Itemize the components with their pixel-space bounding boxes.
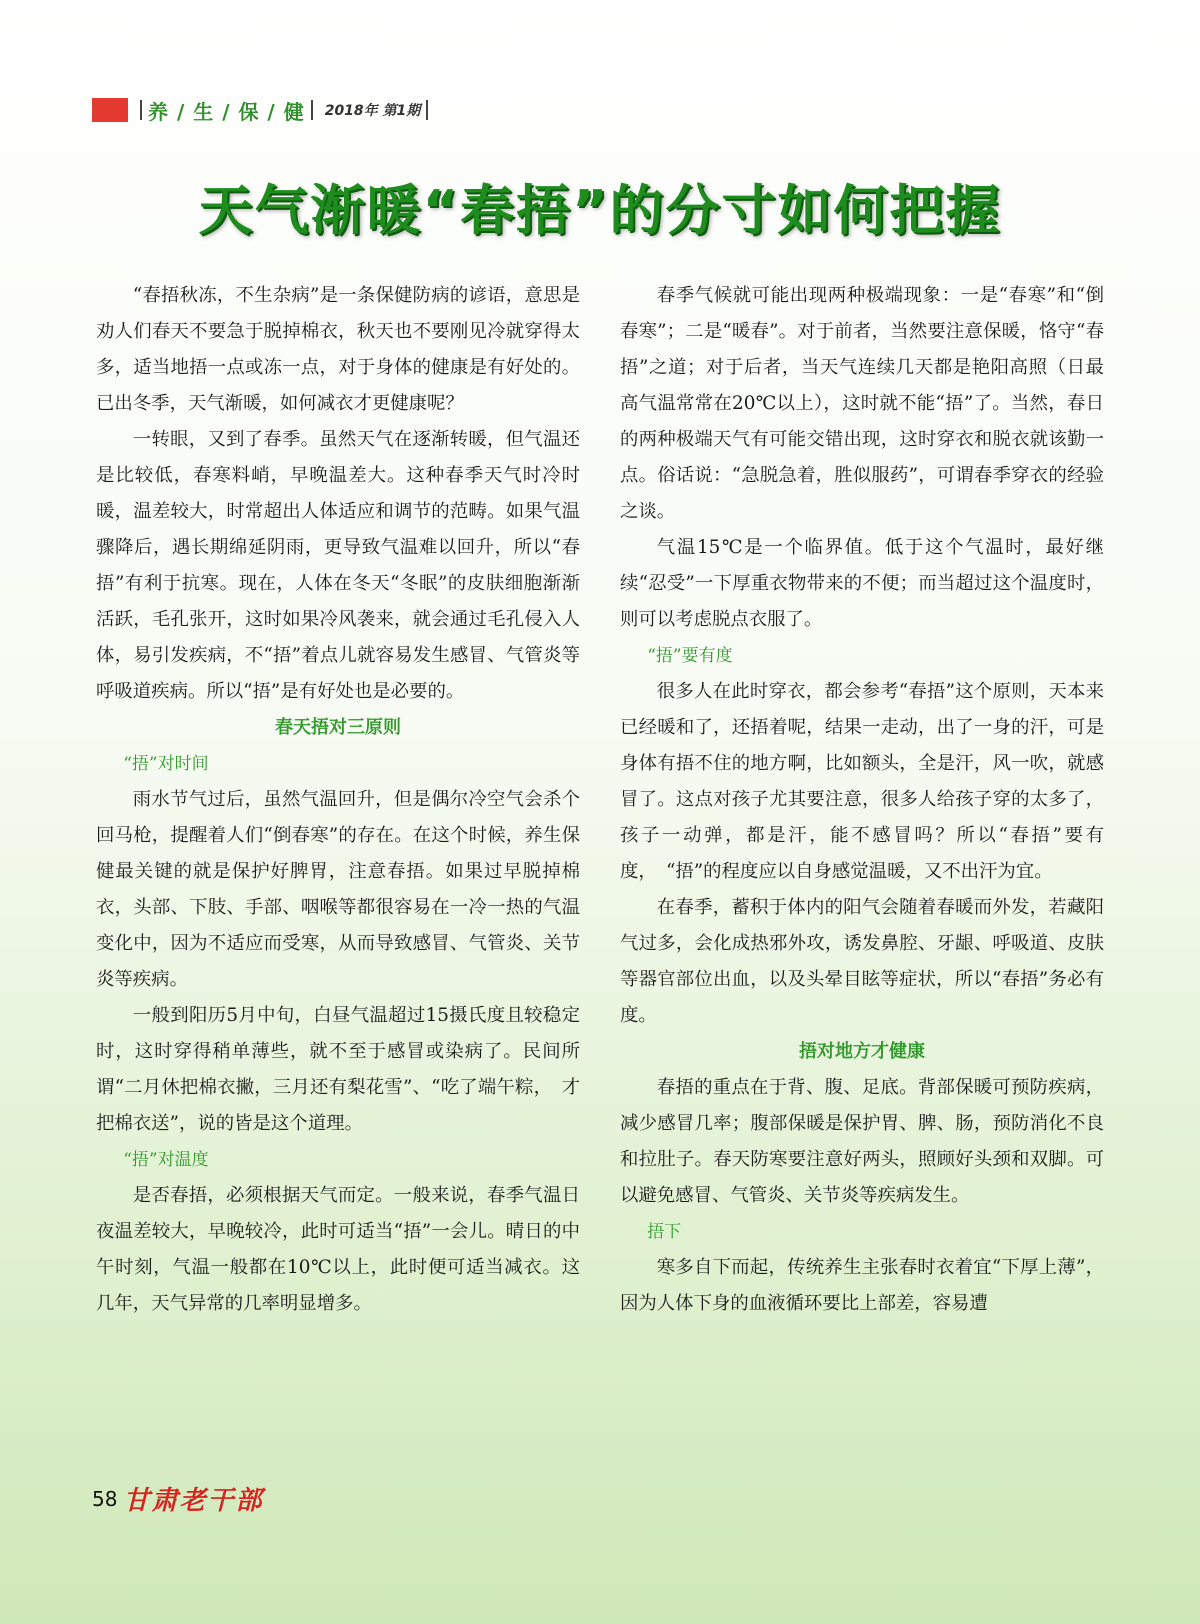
paragraph: 气温15℃是一个临界值。低于这个气温时，最好继续“忍受”一下厚重衣物带来的不便；而当超过这个温度时，则可以考虑脱点衣服了。 <box>620 537 1104 630</box>
header-divider <box>311 100 313 120</box>
sub-heading: “捂”对时间 <box>123 754 209 774</box>
paragraph: 春季气候就可能出现两种极端现象：一是“春寒”和“倒春寒”；二是“暖春”。对于前者，当然要注意保暖，恪守“春捂”之道；对于后者，当天气连续几天都是艳阳高照（日最高气温常常在20℃以上），这时就不能“捂”了。当然，春日的两种极端天气有可能交错出现，这时穿衣和脱衣就该勤一点。俗话说：“急脱急着，胜似服药”，可谓春季穿衣的经验之谈。 <box>620 285 1104 522</box>
paragraph: 春捂的重点在于背、腹、足底。背部保暖可预防疾病，减少感冒几率；腹部保暖是保护胃、脾、肠，预防消化不良和拉肚子。春天防寒要注意好两头，照顾好头颈和双脚。可以避免感冒、气管炎、关节炎等疾病发生。 <box>620 1077 1104 1206</box>
paragraph: “春捂秋冻，不生杂病”是一条保健防病的谚语，意思是劝人们春天不要急于脱掉棉衣，秋天也不要刚见冷就穿得太多，适当地捂一点或冻一点，对于身体的健康是有好处的。已出冬季，天气渐暖，如何减衣才更健康呢？ <box>96 285 580 414</box>
paragraph: 一般到阳历5月中旬，白昼气温超过15摄氏度且较稳定时，这时穿得稍单薄些，就不至于感冒或染病了。民间所谓“二月休把棉衣撇，三月还有梨花雪”、“吃了端午粽， 才把棉衣送”，说的皆是这个道理。 <box>96 1005 580 1134</box>
section-heading: 春天捂对三原则 <box>275 717 401 738</box>
issue-label: 2018年 第1期 <box>324 103 421 119</box>
page-number: 58 <box>92 1486 118 1511</box>
header-divider <box>140 100 142 120</box>
sub-heading: 捂下 <box>647 1222 682 1242</box>
paragraph: 雨水节气过后，虽然气温回升，但是偶尔冷空气会杀个回马枪，提醒着人们“倒春寒”的存在。在这个时候，养生保健最关键的就是保护好脾胃，注意春捂。如果过早脱掉棉衣，头部、下肢、手部、咽喉等都很容易在一冷一热的气温变化中，因为不适应而受寒，从而导致感冒、气管炎、关节炎等疾病。 <box>96 789 580 990</box>
sub-heading: “捂”对温度 <box>123 1150 209 1170</box>
right-column <box>620 278 1104 1322</box>
section-header <box>92 96 434 124</box>
paragraph: 是否春捂，必须根据天气而定。一般来说，春季气温日夜温差较大，早晚较冷，此时可适当“捂”一会儿。晴日的中午时刻，气温一般都在10℃以上，此时便可适当减衣。这几年，天气异常的几率明显增多。 <box>96 1185 580 1314</box>
left-column <box>96 278 580 1322</box>
header-red-block <box>92 98 128 122</box>
section-heading: 捂对地方才健康 <box>799 1041 925 1062</box>
sub-heading: “捂”要有度 <box>647 646 733 666</box>
magazine-logo: 甘肃老干部 <box>123 1486 264 1516</box>
article-title: 天气渐暖“春捂”的分寸如何把握 <box>198 179 1002 242</box>
header-divider <box>426 100 428 120</box>
paragraph: 很多人在此时穿衣，都会参考“春捂”这个原则，天本来已经暖和了，还捂着呢，结果一走动，出了一身的汗，可是身体有捂不住的地方啊，比如额头，全是汗，风一吹，就感冒了。这点对孩子尤其要注意，很多人给孩子穿的太多了，孩子一动弹，都是汗，能不感冒吗？所以“春捂”要有度， “捂”的程度应以自身感觉温暖，又不出汗为宜。 <box>620 681 1104 882</box>
section-name: 养 / 生 / 保 / 健 <box>148 99 305 124</box>
paragraph: 一转眼，又到了春季。虽然天气在逐渐转暖，但气温还是比较低，春寒料峭，早晚温差大。这种春季天气时冷时暖，温差较大，时常超出人体适应和调节的范畴。如果气温骤降后，遇长期绵延阴雨，更导致气温难以回升，所以“春捂”有利于抗寒。现在，人体在冬天“冬眠”的皮肤细胞渐渐活跃，毛孔张开，这时如果冷风袭来，就会通过毛孔侵入人体，易引发疾病，不“捂”着点儿就容易发生感冒、气管炎等呼吸道疾病。所以“捂”是有好处也是必要的。 <box>96 429 580 702</box>
paragraph: 寒多自下而起，传统养生主张春时衣着宜“下厚上薄”，因为人体下身的血液循环要比上部差，容易遭 <box>620 1257 1104 1314</box>
paragraph: 在春季，蓄积于体内的阳气会随着春暖而外发，若藏阳气过多，会化成热邪外攻，诱发鼻腔、牙龈、呼吸道、皮肤等器官部位出血，以及头晕目眩等症状，所以“春捂”务必有度。 <box>620 897 1104 1026</box>
page-footer <box>92 1480 263 1517</box>
